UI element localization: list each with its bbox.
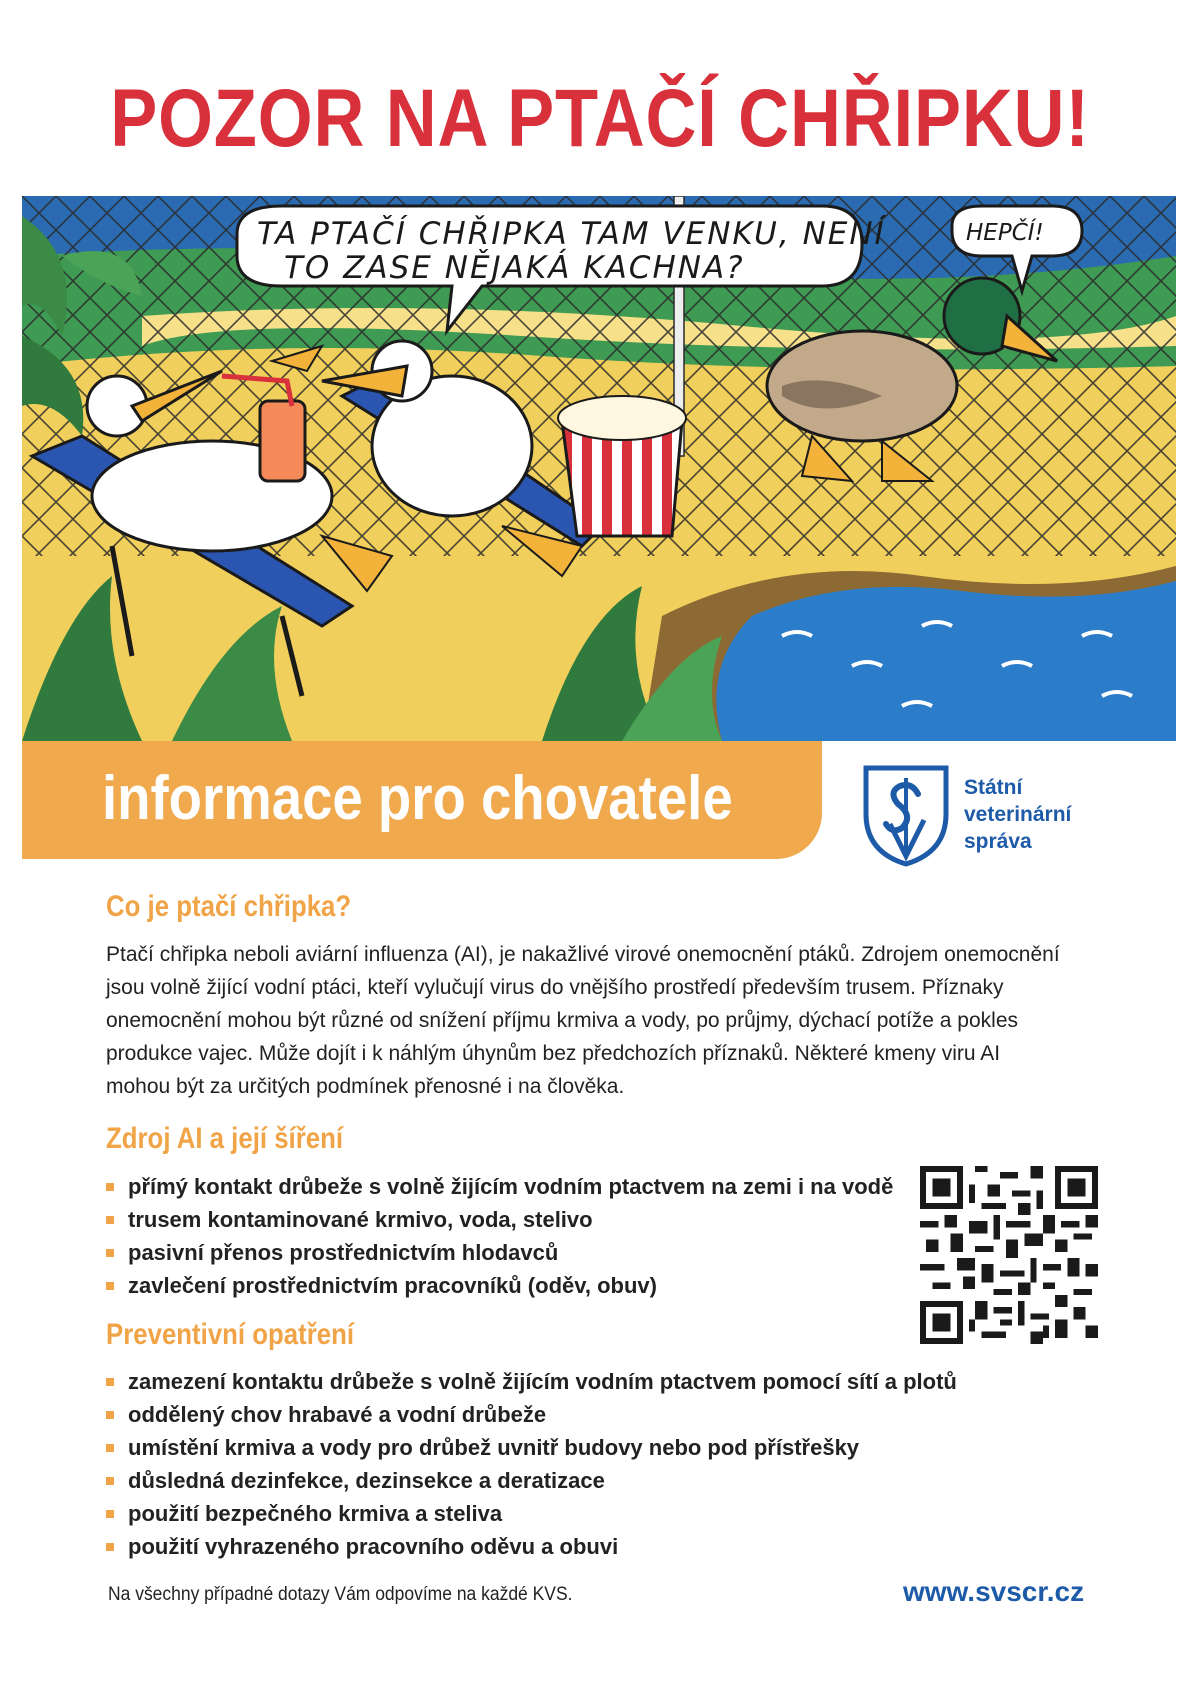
list-item: použití bezpečného krmiva a steliva bbox=[106, 1497, 957, 1530]
paragraph-line: produkce vajec. Může dojít i k náhlým úhynům bez předchozích příznaků. Některé kmeny viru AI bbox=[106, 1042, 1001, 1065]
pond-water bbox=[716, 581, 1176, 741]
page-headline: POZOR NA PTAČÍ CHŘIPKU! bbox=[110, 73, 1090, 164]
list-item: umístění krmiva a vody pro drůbež uvnitř budovy nebo pod přístřešky bbox=[106, 1431, 957, 1464]
section-title-prevention: Preventivní opatření bbox=[106, 1318, 355, 1351]
svs-logo bbox=[862, 764, 1182, 874]
speech-bubble-duck-text: HEPČÍ! bbox=[966, 220, 1044, 246]
paragraph-line: mohou být za určitých podmínek přenosné i na člověka. bbox=[106, 1075, 625, 1098]
drink-glass bbox=[260, 401, 305, 481]
section-title-sources: Zdroj AI a její šíření bbox=[106, 1122, 344, 1155]
section-paragraph-what-is bbox=[106, 938, 1096, 1103]
speech-bubble-main-line2: TO ZASE NĚJAKÁ KACHNA? bbox=[284, 250, 745, 286]
footer-note: Na všechny případné dotazy Vám odpovíme na každé KVS. bbox=[108, 1584, 573, 1605]
prevention-list bbox=[106, 1365, 957, 1563]
logo-wordmark bbox=[964, 774, 1071, 855]
logo-line-3: správa bbox=[964, 830, 1032, 853]
list-item: zavlečení prostřednictvím pracovníků (oděv, obuv) bbox=[106, 1269, 893, 1302]
list-item: použití vyhrazeného pracovního oděvu a obuvi bbox=[106, 1530, 957, 1563]
logo-line-1: Státní bbox=[964, 776, 1023, 799]
paragraph-line: Ptačí chřipka neboli aviární influenza (AI), je nakažlivé virové onemocnění ptáků. Zdrojem onemocnění bbox=[106, 943, 1060, 966]
list-item: zamezení kontaktu drůbeže s volně žijícím vodním ptactvem pomocí sítí a plotů bbox=[106, 1365, 957, 1398]
list-item: přímý kontakt drůbeže s volně žijícím vodním ptactvem na zemi i na vodě bbox=[106, 1170, 893, 1203]
section-what-is bbox=[106, 890, 1096, 1103]
list-item: důsledná dezinfekce, dezinsekce a deratizace bbox=[106, 1464, 957, 1497]
info-banner bbox=[22, 741, 822, 859]
logo-line-2: veterinární bbox=[964, 803, 1072, 826]
list-item: trusem kontaminované krmivo, voda, stelivo bbox=[106, 1203, 893, 1236]
paragraph-line: onemocnění mohou být různé od snížení příjmu krmiva a vody, po průjmy, dýchací potíže a pokles bbox=[106, 1009, 1019, 1032]
sources-list bbox=[106, 1170, 893, 1302]
paragraph-line: jsou volně žijící vodní ptáci, kteří vylučují virus do vnějšího prostředí především trusem. Příznaky bbox=[106, 976, 1004, 999]
speech-bubble-main-line1: TA PTAČÍ CHŘIPKA TAM VENKU, NENÍ bbox=[257, 216, 886, 252]
banner-title: informace pro chovatele bbox=[102, 764, 733, 833]
qr-code-icon[interactable] bbox=[920, 1166, 1098, 1344]
shield-icon bbox=[862, 764, 950, 868]
website-link[interactable]: www.svscr.cz bbox=[903, 1576, 1085, 1607]
section-title-what-is: Co je ptačí chřipka? bbox=[106, 890, 352, 923]
list-item: pasivní přenos prostřednictvím hlodavců bbox=[106, 1236, 893, 1269]
cartoon-illustration bbox=[22, 196, 1176, 741]
list-item: oddělený chov hrabavé a vodní drůbeže bbox=[106, 1398, 957, 1431]
